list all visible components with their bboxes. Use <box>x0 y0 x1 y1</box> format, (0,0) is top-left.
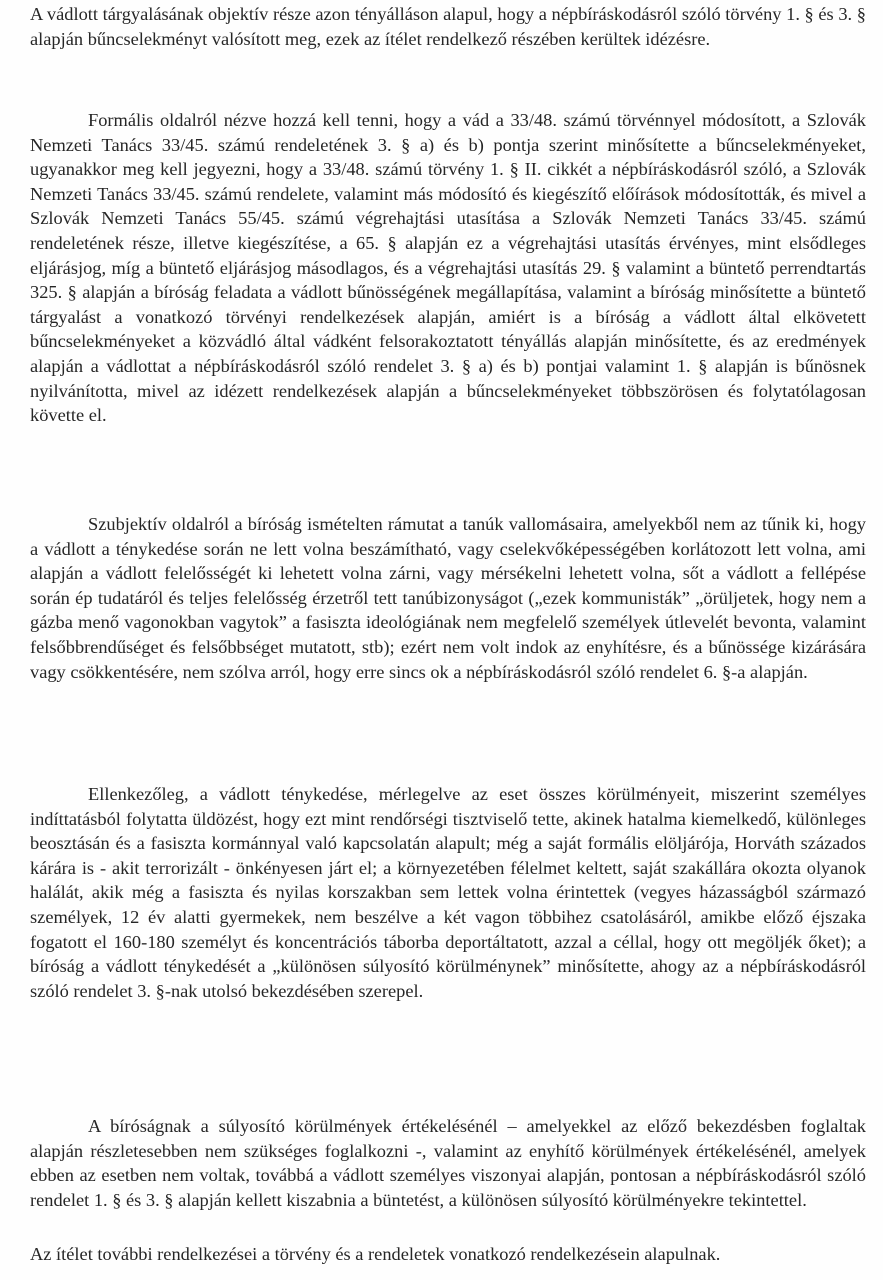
paragraph-closing: Az ítélet további rendelkezései a törvény és a rendeletek vonatkozó rendelkezésein alapulnak. <box>30 1244 721 1264</box>
paragraph-aggravating-conduct: Ellenkezőleg, a vádlott ténykedése, mérlegelve az eset összes körülményeit, miszerint személyes indíttatásból folytatta üldözést, hogy ezt mint rendőrségi tisztviselő tette, akinek hatalma kiemelkedő, különleges beosztásán és a fasiszta kormánnyal való kapcsolatán alapult; még a saját formális elöljárója, Horváth százados kárára is - akit terrorizált - önkényesen járt el; a környezetében félelmet keltett, saját szakállára okozta olyanok halálát, akik még a fasiszta és nyilas korszakban sem lettek volna érintettek (vegyes házasságból származó személyek, 12 év alatti gyermekek, nem beszélve a két vagon többihez csatolásáról, amikbe előző éjszaka fogatott el 160-180 személyt és koncentrációs táborba deportáltatott, azzal a céllal, hogy ott megöljék őket); a bíróság a vádlott ténykedését a „különösen súlyosító körülménynek” minősítette, ahogy az a népbíráskodásról szóló rendelet 3. §-nak utolsó bekezdésében szerepel. <box>30 784 866 1001</box>
paragraph-objective-basis: A vádlott tárgyalásának objektív része azon tényálláson alapul, hogy a népbíráskodásról szóló törvény 1. § és 3. § alapján bűncselekményt valósított meg, ezek az ítélet rendelkező részében kerültek idézésre. <box>30 4 866 49</box>
paragraph-subjective-aspect: Szubjektív oldalról a bíróság ismételten rámutat a tanúk vallomásaira, amelyekből nem az tűnik ki, hogy a vádlott a ténykedése során ne lett volna beszámítható, vagy cselekvőképességében korlátozott lett volna, ami alapján a vádlott felelősségét ki lehetett volna zárni, vagy mérsékelni lehetett volna, sőt a vádlott a fellépése során ép tudatáról és teljes felelősség érzetről tett tanúbizonyságot („ezek kommunisták” „örüljetek, hogy nem a gázba menő vagonokban vagytok” a fasiszta ideológiának nem megfelelő személyek útlevelét bevonta, valamint felsőbbrendűséget és felsőbbséget mutatott, stb); ezért nem volt indok az enyhítésre, és a bűnössége kizárására vagy csökkentésére, nem szólva arról, hogy erre sincs ok a népbíráskodásról szóló rendelet 6. §-a alapján. <box>30 514 866 682</box>
paragraph-formal-aspect: Formális oldalról nézve hozzá kell tenni, hogy a vád a 33/48. számú törvénnyel módosított, a Szlovák Nemzeti Tanács 33/45. számú rendeletének 3. § a) és b) pontja szerint minősítette a bűncselekményeket, ugyanakkor meg kell jegyezni, hogy a 33/48. számú törvény 1. § II. cikkét a népbíráskodásról szóló, a Szlovák Nemzeti Tanács 33/45. számú rendelete, valamint más módosító és kiegészítő előírások módosították, és mivel a Szlovák Nemzeti Tanács 55/45. számú végrehajtási utasítása a Szlovák Nemzeti Tanács 33/45. számú rendeletének része, illetve kiegészítése, a 65. § alapján ez a végrehajtási utasítás érvényes, mint elsődleges eljárásjog, míg a büntető eljárásjog másodlagos, és a végrehajtási utasítás 29. § valamint a büntető perrendtartás 325. § alapján a bíróság feladata a vádlott bűnösségének megállapítása, valamint a bíróság minősítette a büntető tárgyalást a vonatkozó törvényi rendelkezések alapján, amiért is a bíróság a vádlott által elkövetett bűncselekményeket a közvádló által vádként felsorakoztatott tényállás alapján minősítette, és az eredmények alapján a vádlottat a népbíráskodásról szóló rendelet 3. § a) és b) pontjai valamint 1. § alapján is bűnösnek nyilvánította, mivel az idézett rendelkezések alapján a bűncselekményeket többszörösen és folytatólagosan követte el. <box>30 110 866 426</box>
paragraph-sentencing: A bíróságnak a súlyosító körülmények értékelésénél – amelyekkel az előző bekezdésben foglaltak alapján részletesebben nem szükséges foglalkozni -, valamint az enyhítő körülmények értékelésénél, amelyek ebben az esetben nem voltak, továbbá a vádlott személyes viszonyai alapján, pontosan a népbíráskodásról szóló rendelet 1. § és 3. § alapján kellett kiszabnia a büntetést, a különösen súlyosító körülményekre tekintettel. <box>30 1116 866 1210</box>
